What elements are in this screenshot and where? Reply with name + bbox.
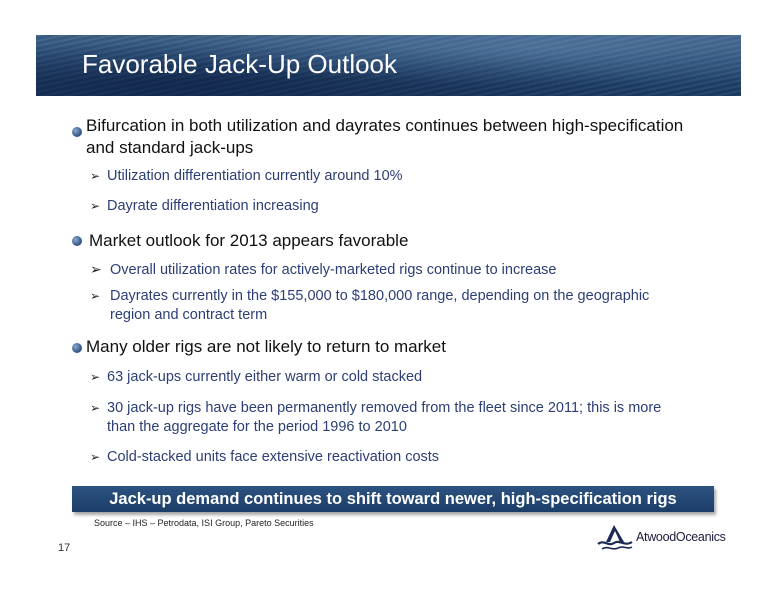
sub-bullet-3-2-cont: than the aggregate for the period 1996 to 2010 [107, 419, 407, 435]
sub-bullet-2-2-cont: region and contract term [110, 307, 268, 323]
bullet-3-text: Many older rigs are not likely to return to market [86, 337, 446, 356]
source-note: Source – IHS – Petrodata, ISI Group, Pareto Securities [94, 518, 314, 528]
arrow-bullet-icon: ➢ [90, 262, 102, 278]
atwood-wave-logo-icon [596, 522, 636, 554]
sub-bullet-1-1: Utilization differentiation currently around 10% [107, 168, 403, 184]
company-logo [596, 522, 736, 554]
sub-bullet-2-1: Overall utilization rates for actively-marketed rigs continue to increase [110, 262, 557, 278]
arrow-bullet-icon: ➢ [90, 289, 101, 303]
arrow-bullet-icon: ➢ [90, 450, 101, 464]
arrow-bullet-icon: ➢ [90, 370, 101, 384]
key-takeaway-callout: Jack-up demand continues to shift toward newer, high-specification rigs [72, 486, 714, 512]
bullet-2-text: Market outlook for 2013 appears favorable [89, 231, 409, 250]
bullet-dot-icon [72, 343, 82, 353]
bullet-dot-icon [72, 236, 82, 246]
page-number: 17 [58, 542, 71, 554]
sub-bullet-2-2: Dayrates currently in the $155,000 to $180,000 range, depending on the geographic [110, 288, 650, 304]
arrow-bullet-icon: ➢ [90, 199, 101, 213]
title-banner [36, 35, 741, 96]
arrow-bullet-icon: ➢ [90, 169, 101, 183]
page-title: Favorable Jack-Up Outlook [82, 49, 398, 79]
bullet-1-text-cont: and standard jack-ups [86, 138, 254, 157]
bullet-dot-icon [72, 127, 82, 137]
arrow-bullet-icon: ➢ [90, 401, 101, 415]
bullet-1-text: Bifurcation in both utilization and dayrates continues between high-specification [86, 116, 684, 135]
logo-text: AtwoodOceanics [636, 530, 726, 544]
sub-bullet-1-2: Dayrate differentiation increasing [107, 198, 319, 214]
sub-bullet-3-2: 30 jack-up rigs have been permanently removed from the fleet since 2011; this is more [107, 400, 662, 416]
sub-bullet-3-1: 63 jack-ups currently either warm or cold stacked [107, 369, 423, 385]
sub-bullet-3-3: Cold-stacked units face extensive reactivation costs [107, 449, 440, 465]
